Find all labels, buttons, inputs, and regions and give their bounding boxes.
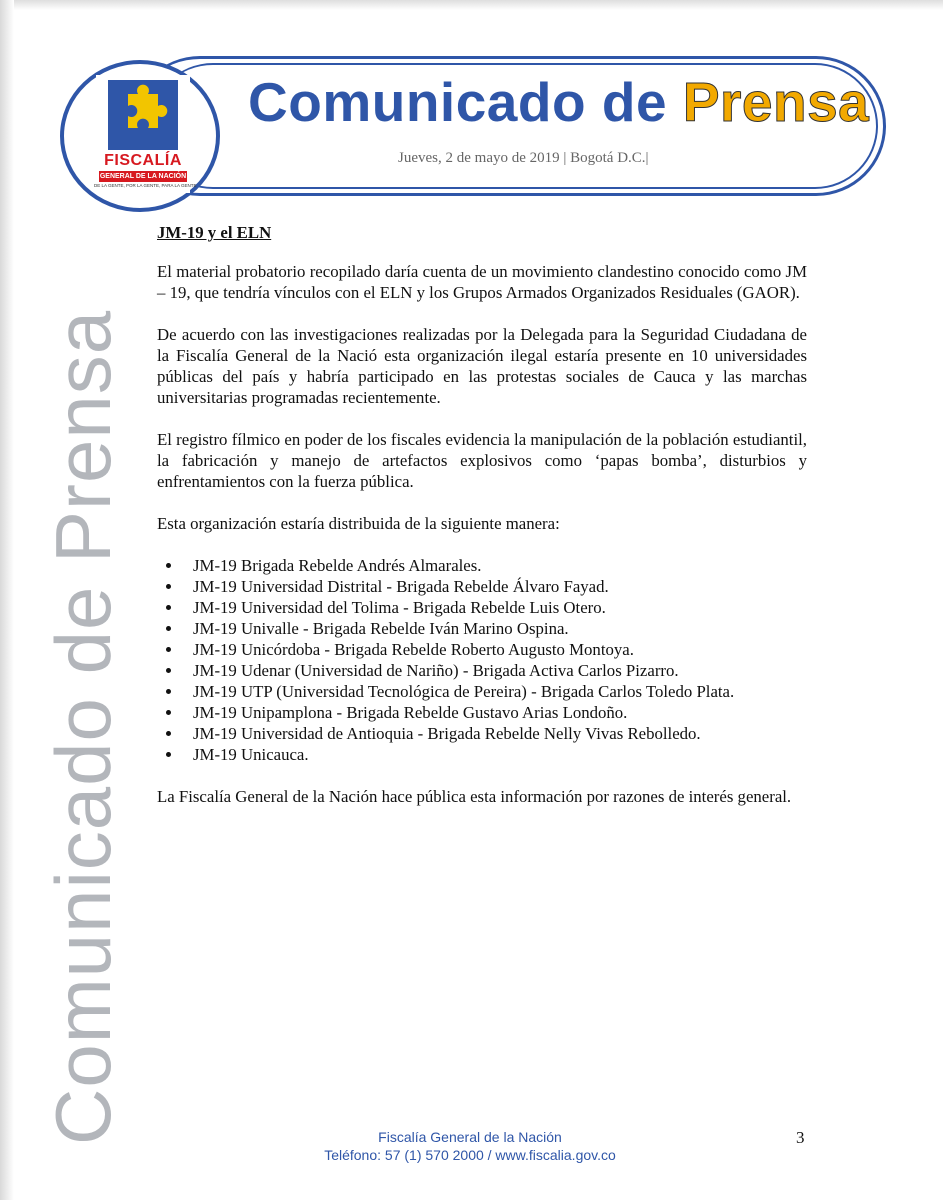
list-item: • JM-19 Universidad del Tolima - Brigada Rebelde Luis Otero. [183,597,807,618]
brigade-list [157,555,807,765]
list-item: • JM-19 Udenar (Universidad de Nariño) - Brigada Activa Carlos Pizarro. [183,660,807,681]
paragraph: De acuerdo con las investigaciones realizadas por la Delegada para la Seguridad Ciudadana de la Fiscalía General de la Nació esta organización ilegal estaría presente en 10 universidades públicas del país y habría participado en las protestas sociales de Cauca y las marchas universitarias programadas recientemente. [157,325,807,407]
list-item: • JM-19 Brigada Rebelde Andrés Almarales. [183,555,807,576]
section-title: JM-19 y el ELN [157,223,272,242]
list-item: • JM-19 Univalle - Brigada Rebelde Iván Marino Ospina. [183,618,807,639]
logo-tagline: DE LA GENTE, POR LA GENTE, PARA LA GENTE [94,183,197,188]
side-watermark: Comunicado de Prensa [39,309,127,1145]
page-edge-top [0,0,943,10]
paragraph: El material probatorio recopilado daría cuenta de un movimiento clandestino conocido como JM – 19, que tendría vínculos con el ELN y los Grupos Armados Organizados Residuales (GAOR). [157,262,807,302]
list-item: • JM-19 UTP (Universidad Tecnológica de Pereira) - Brigada Carlos Toledo Plata. [183,681,807,702]
list-item: • JM-19 Unicórdoba - Brigada Rebelde Roberto Augusto Montoya. [183,639,807,660]
paragraph: Esta organización estaría distribuida de la siguiente manera: [157,514,560,533]
header-title-part2: Prensa [682,71,870,133]
header-title-part1: Comunicado de [248,71,668,133]
footer-contact: Teléfono: 57 (1) 570 2000 / www.fiscalia.gov.co [324,1147,616,1163]
page-number: 3 [796,1128,805,1147]
footer-org: Fiscalía General de la Nación [378,1129,562,1145]
list-item: • JM-19 Unicauca. [183,744,807,765]
puzzle-icon [108,80,178,150]
header-title [248,70,869,134]
paragraph: El registro fílmico en poder de los fiscales evidencia la manipulación de la población estudiantil, la fabricación y manejo de artefactos explosivos como ‘papas bomba’, disturbios y enfrentamientos con la fuerza pública. [157,430,807,491]
footer [300,1128,640,1164]
page-edge-left [0,0,14,1200]
header-date: Jueves, 2 de mayo de 2019 | Bogotá D.C.| [398,150,649,166]
list-item: • JM-19 Universidad de Antioquia - Brigada Rebelde Nelly Vivas Rebolledo. [183,723,807,744]
document-body [157,222,807,828]
list-item: • JM-19 Unipamplona - Brigada Rebelde Gustavo Arias Londoño. [183,702,807,723]
closing-paragraph: La Fiscalía General de la Nación hace pública esta información por razones de interés general. [157,787,792,806]
logo-bar: GENERAL DE LA NACIÓN [99,173,187,180]
logo-name: FISCALÍA [104,152,182,169]
list-item: • JM-19 Universidad Distrital - Brigada Rebelde Álvaro Fayad. [183,576,807,597]
